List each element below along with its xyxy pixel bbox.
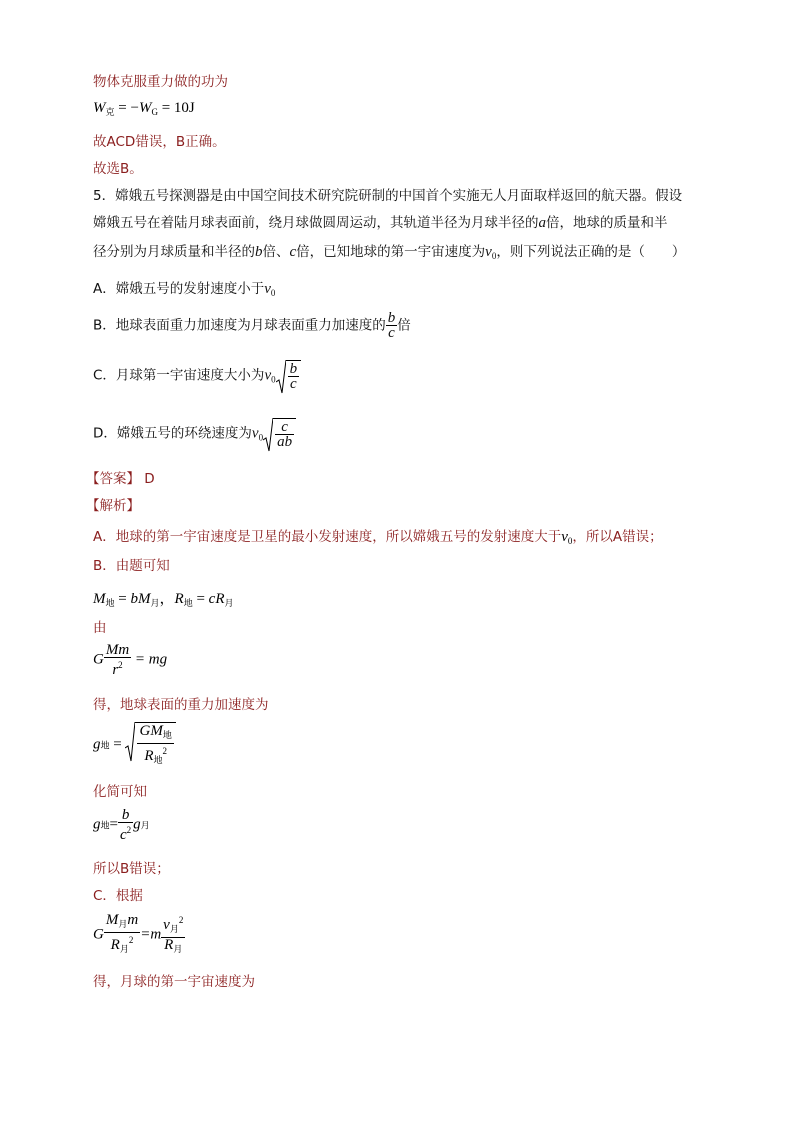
equation-gravity: G $\frac{Mm}{r^2}$ = mg	[93, 642, 168, 678]
radical-sign-icon	[125, 722, 135, 762]
analysis-text: 得，月球的第一宇宙速度为	[93, 974, 255, 990]
equation-g-earth: g地 = $\frac{GM_地}{R_地^2}$	[93, 722, 176, 768]
answer-line: 【答案】 D	[86, 471, 155, 487]
analysis-text: 所以B错误；	[93, 861, 170, 877]
sqrt-c-over-ab: $\frac{c}{ab}$	[263, 418, 296, 449]
question-text: 5．嫦娥五号探测器是由中国空间技术研究院研制的中国首个实施无人月面取样返回的航天器。假设	[93, 188, 683, 204]
text-line: 物体克服重力做的功为	[93, 74, 228, 90]
analysis-text: B．由题可知	[93, 558, 170, 574]
option-b: B．地球表面重力加速度为月球表面重力加速度的 $\frac{b}{c}$ 倍	[93, 310, 411, 341]
text-line: 故ACD错误，B正确。	[93, 134, 226, 150]
question-text: 嫦娥五号在着陆月球表面前，绕月球做圆周运动，其轨道半径为月球半径的a倍，地球的质量和半	[93, 215, 668, 231]
equation-mass-radius: $M_地 = bM_月$，$R_地 = cR_月$	[93, 591, 234, 609]
option-d: D．嫦娥五号的环绕速度为$v_0$ $\frac{c}{ab}$	[93, 418, 296, 449]
equation-moon: G $\frac{M_月m}{R_月^2}$ =m $\frac{v_月^2}{R_月}$	[93, 912, 184, 955]
text-line: 故选B。	[93, 161, 143, 177]
analysis-text: C．根据	[93, 888, 143, 904]
question-text: 径分别为月球质量和半径的b倍、c倍，已知地球的第一宇宙速度为$v_0$，则下列说法正确的是（ ）	[93, 244, 686, 261]
fraction-b-over-c: $\frac{b}{c}$	[387, 310, 396, 341]
analysis-text: 由	[93, 620, 107, 636]
radical-sign-icon	[263, 418, 273, 452]
equation-g-ratio: g地= $\frac{b}{c^2}$ g月	[93, 807, 150, 843]
equation-work: $W_克 = -W_G = 10J$	[93, 100, 195, 118]
sqrt-b-over-c: $\frac{b}{c}$	[276, 360, 302, 391]
analysis-label: 【解析】	[86, 498, 140, 514]
option-a: A．嫦娥五号的发射速度小于$v_0$	[93, 281, 276, 298]
analysis-text: 得，地球表面的重力加速度为	[93, 697, 269, 713]
option-c: C．月球第一宇宙速度大小为$v_0$ $\frac{b}{c}$	[93, 360, 301, 391]
radical-sign-icon	[276, 360, 286, 394]
analysis-text: 化简可知	[93, 784, 147, 800]
analysis-text: A．地球的第一宇宙速度是卫星的最小发射速度，所以嫦娥五号的发射速度大于$v_0$，所以A错误；	[93, 529, 663, 546]
